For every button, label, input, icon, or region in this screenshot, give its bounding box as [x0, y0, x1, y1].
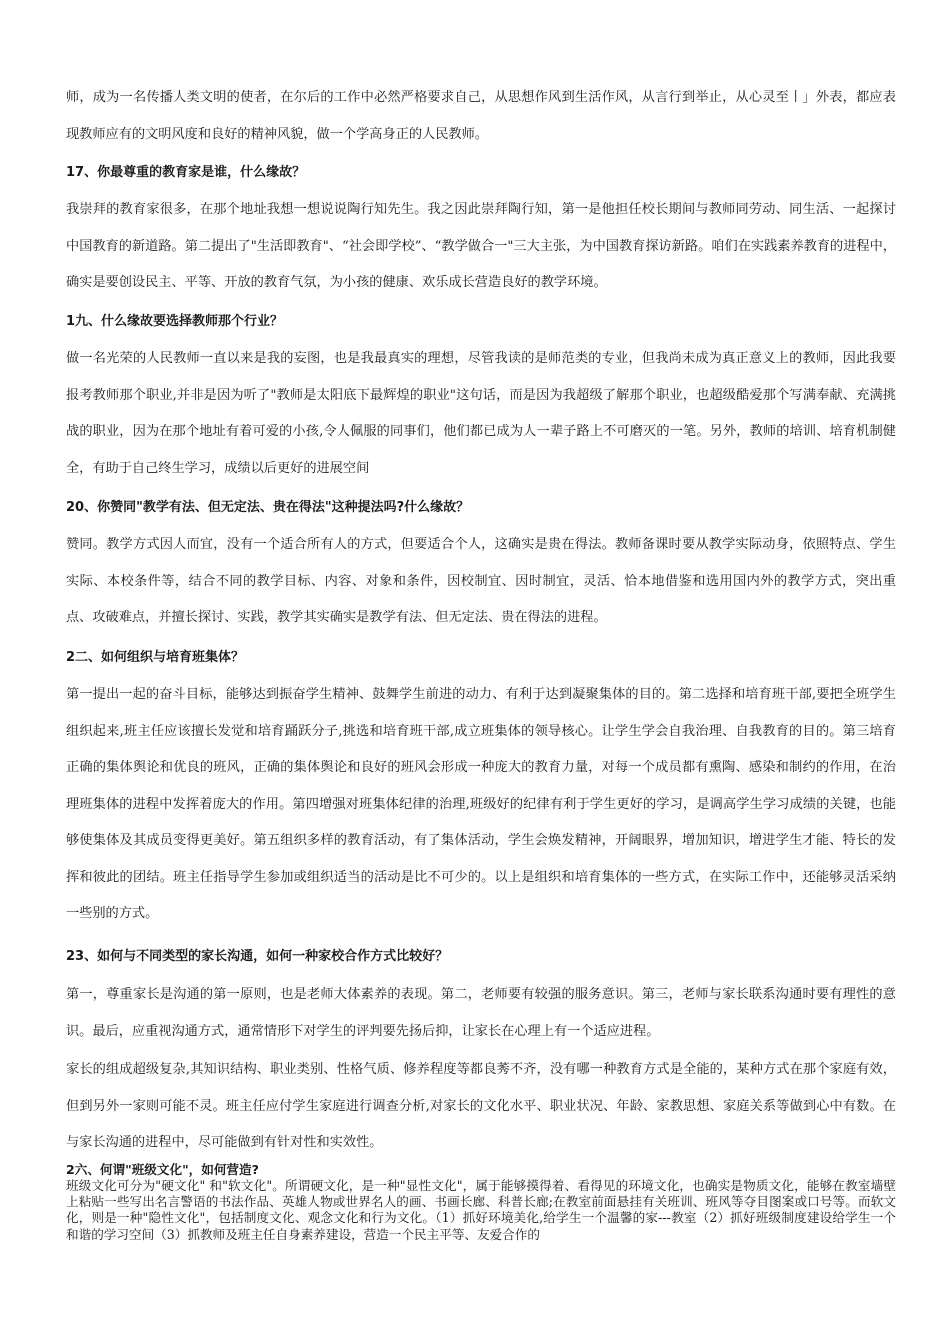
- question-heading: 2二、如何组织与培育班集体？: [66, 650, 245, 665]
- question-heading: 20、你赞同"教学有法、但无定法、贵在得法"这种提法吗?什么缘故？: [66, 500, 470, 515]
- paragraph: 师，成为一名传播人类文明的使者，在尔后的工作中必然严格要求自己，从思想作风到生活作风，从言行到举止，从心灵至丨」外表，都应表现教师应有的文明风度和良好的精神风貌，做一个学高身正的人民教师。: [66, 90, 896, 142]
- paragraph: 赞同。教学方式因人而宜，没有一个适合所有人的方式，但要适合个人，这确实是贵在得法。教师备课时要从教学实际动身，依照特点、学生实际、本校条件等，结合不同的教学目标、内容、对象和条件，因校制宜、因时制宜，灵活、恰本地借鉴和选用国内外的教学方式，突出重点、攻破难点，并擅长探讨、实践，教学其实确实是教学有法、但无定法、贵在得法的进程。: [66, 537, 896, 625]
- question-heading: 1九、什么缘故要选择教师那个行业？: [66, 314, 284, 329]
- question-heading: 17、你最尊重的教育家是谁，什么缘故？: [66, 165, 306, 180]
- question-heading: 23、如何与不同类型的家长沟通，如何一种家校合作方式比较好？: [66, 949, 449, 964]
- paragraph: 第一提出一起的奋斗目标，能够达到振奋学生精神、鼓舞学生前进的动力、有利于达到凝聚集体的目的。第二选择和培育班干部,要把全班学生组织起来,班主任应该擅长发觉和培育踊跃分子,挑选和培育班干部,成立班集体的领导核心。让学生学会自我治理、自我教育的目的。第三培育正确的集体舆论和优良的班风，正确的集体舆论和良好的班风会形成一种庞大的教育力量，对每一个成员都有熏陶、感染和制约的作用，在治理班集体的进程中发挥着庞大的作用。第四增强对班集体纪律的治理,班级好的纪律有利于学生更好的学习，是调高学生学习成绩的关键，也能够使集体及其成员变得更美好。第五组织多样的教育活动，有了集体活动，学生会焕发精神，开阔眼界，增加知识，增进学生才能、特长的发挥和彼此的团结。班主任指导学生参加或组织适当的活动是比不可少的。以上是组织和培育集体的一些方式，在实际工作中，还能够灵活采纳一些别的方式。: [66, 687, 896, 921]
- question-heading: 2六、何谓"班级文化"，如何营造?: [66, 1162, 259, 1177]
- paragraph: 做一名光荣的人民教师一直以来是我的妄图，也是我最真实的理想，尽管我读的是师范类的专业，但我尚未成为真正意义上的教师，因此我要报考教师那个职业,并非是因为听了"教师是太阳底下最辉煌的职业"这句话，而是因为我超级了解那个职业，也超级酷爱那个写满奉献、充满挑战的职业，因为在那个地址有着可爱的小孩,令人佩服的同事们，他们都已成为人一辈子路上不可磨灭的一笔。另外，教师的培训、培育机制健全，有助于自己终生学习，成绩以后更好的进展空间: [66, 351, 896, 476]
- paragraph: 我崇拜的教育家很多，在那个地址我想一想说说陶行知先生。我之因此崇拜陶行知，第一是他担任校长期间与教师同劳动、同生活、一起探讨中国教育的新道路。第二提出了"生活即教育"、“社会即学校”、“教学做合一"三大主张，为中国教育探访新路。咱们在实践素养教育的进程中，确实是要创设民主、平等、开放的教育气氛，为小孩的健康、欢乐成长营造良好的教学环境。: [66, 202, 896, 290]
- paragraph: 第一，尊重家长是沟通的第一原则，也是老师大体素养的表现。第二，老师要有较强的服务意识。第三，老师与家长联系沟通时要有理性的意识。最后，应重视沟通方式，通常情形下对学生的评判要先扬后抑，让家长在心理上有一个适应进程。: [66, 987, 896, 1039]
- paragraph: 家长的组成超级复杂,其知识结构、职业类别、性格气质、修养程度等都良莠不齐，没有哪一种教育方式是全能的，某种方式在那个家庭有效，但到另外一家则可能不灵。班主任应付学生家庭进行调查分析,对家长的文化水平、职业状况、年龄、家教思想、家庭关系等做到心中有数。在与家长沟通的进程中，尽可能做到有针对性和实效性。: [66, 1062, 896, 1150]
- paragraph: 班级文化可分为"硬文化" 和"软文化"。所谓硬文化，是一种"显性文化"，属于能够摸得着、看得见的环境文化，也确实是物质文化，能够在教室墙壁上粘贴一些写出名言警语的书法作品、英雄人物或世界名人的画、书画长廊、科普长廊;在教室前面悬挂有关班训、班风等夺目图案或口号等。而软文化，则是一种"隐性文化"，包括制度文化、观念文化和行为文化。（1）抓好环境美化,给学生一个温馨的家---教室（2）抓好班级制度建设给学生一个和谐的学习空间（3）抓教师及班主任自身素养建设，营造一个民主平等、友爱合作的: [66, 1178, 896, 1242]
